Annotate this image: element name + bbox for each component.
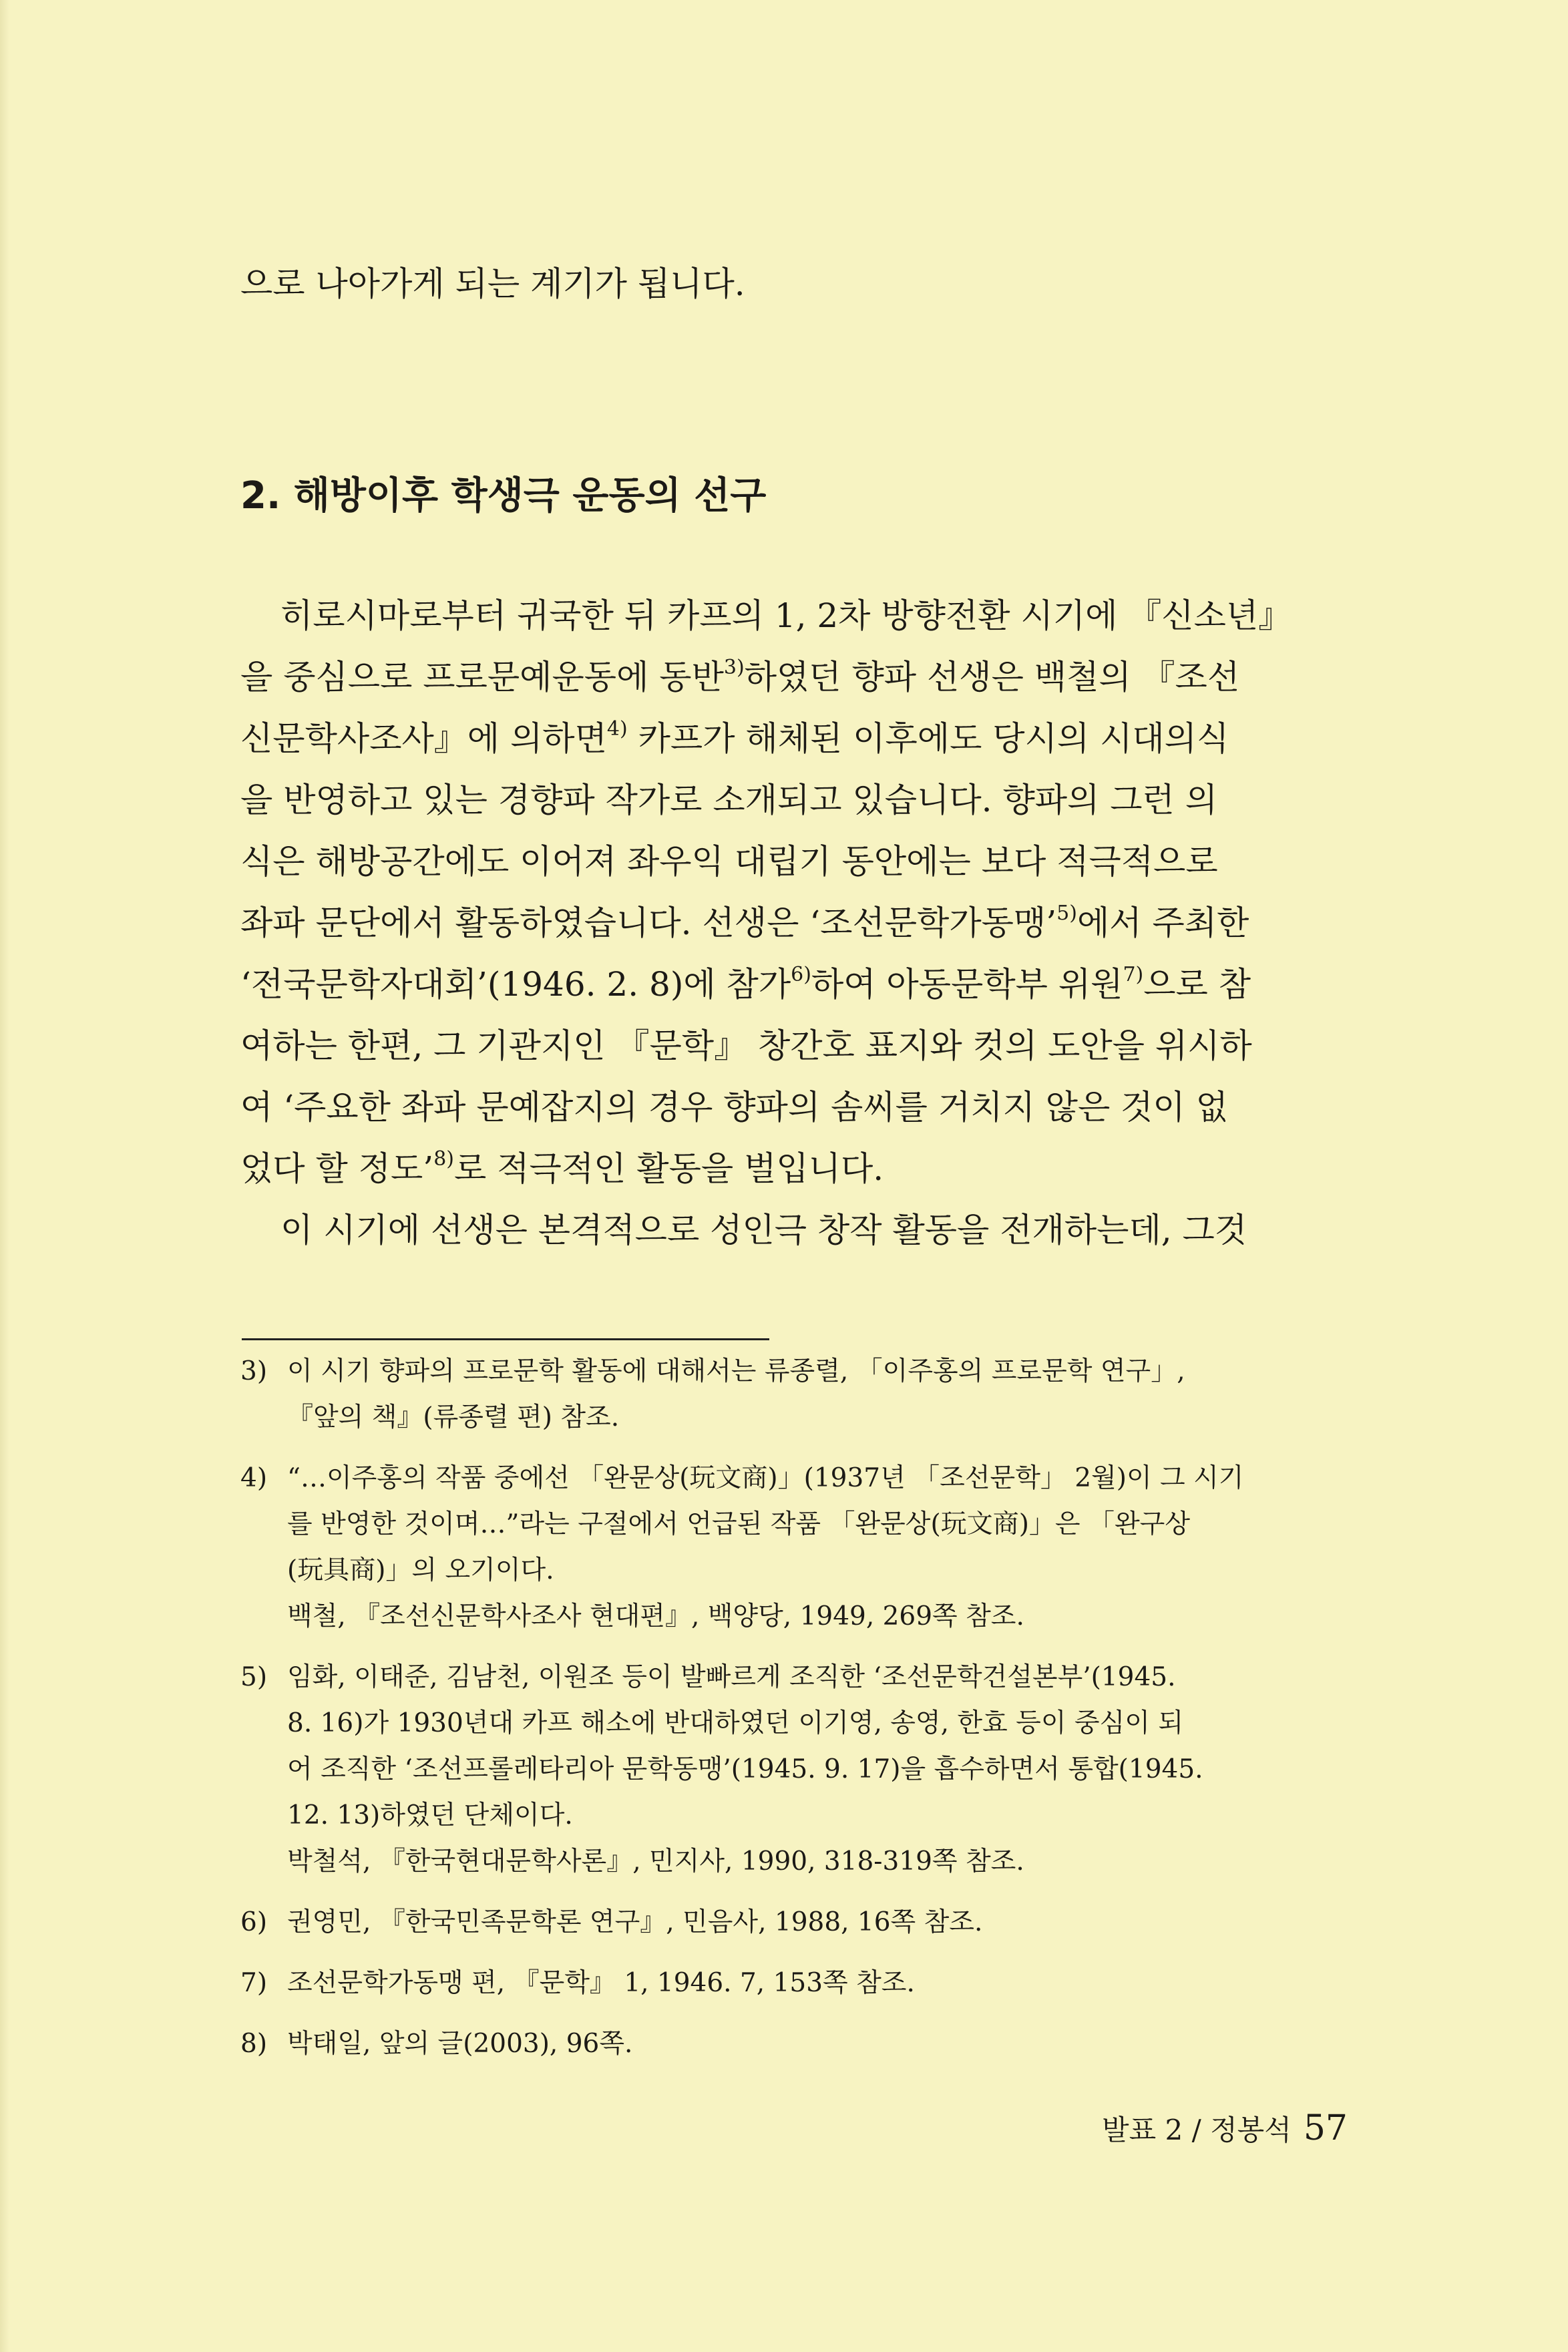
footnote-line: 어 조직한 ‘조선프롤레타리아 문학동맹’(1945. 9. 17)을 흡수하면서 통합(1945. [287,1754,1203,1784]
paragraph-line: 좌파 문단에서 활동하였습니다. 선생은 ‘조선문학가동맹’$^{5)}$에서 주최한 [240,902,1249,942]
paragraph-line: 이 시기에 선생은 본격적으로 성인극 창작 활동을 전개하는데, 그것 [280,1211,1247,1249]
footnote [240,1356,1356,1448]
paragraph-line: 을 반영하고 있는 경향파 작가로 소개되고 있습니다. 향파의 그런 의 [240,781,1218,819]
footnote-number: 8) [240,2029,268,2059]
footnote-line: 『앞의 책』(류종렬 편) 참조. [287,1402,620,1432]
footnote-line: (玩具商)」의 오기이다. [287,1555,554,1585]
footnote-line: 백철, 『조선신문학사조사 현대편』, 백양당, 1949, 269쪽 참조. [287,1601,1024,1631]
paragraph-line: 여 ‘주요한 좌파 문예잡지의 경우 향파의 솜씨를 거치지 않은 것이 없 [240,1088,1228,1127]
footnote-line: 이 시기 향파의 프로문학 활동에 대해서는 류종렬, 「이주홍의 프로문학 연구」, [287,1356,1185,1386]
footnote [240,1462,1356,1647]
footnote-line: 조선문학가동맹 편, 『문학』 1, 1946. 7, 153쪽 참조. [287,1968,915,1998]
footnote-number: 3) [240,1356,268,1386]
footnote-ref[interactable]: 3) [723,656,745,680]
footnote-number: 4) [240,1463,268,1493]
footnotes [240,1356,1356,2089]
footnote-divider [242,1338,769,1340]
footnote [240,2028,1356,2074]
footnote-line: 12. 13)하였던 단체이다. [287,1800,573,1830]
paragraph-1 [240,596,1349,1210]
paragraph-line: 식은 해방공간에도 이어져 좌우익 대립기 동안에는 보다 적극적으로 [240,842,1218,881]
footnote-line: 임화, 이태준, 김남천, 이원조 등이 발빠르게 조직한 ‘조선문학건설본부’(1945. [287,1662,1176,1692]
page-edge [0,0,9,2352]
footnote-ref[interactable]: 8) [433,1147,454,1171]
footnote-ref[interactable]: 6) [791,963,811,987]
paragraph-2 [240,1210,1349,1271]
footnote-number: 5) [240,1662,268,1692]
page-number: 57 [1303,2108,1348,2148]
paragraph-line: 을 중심으로 프로문예운동에 동반$^{3)}$하였던 향파 선생은 백철의 『조선 [240,656,1240,697]
footnote [240,1661,1356,1892]
footnote [240,1907,1356,1953]
intro-line: 으로 나아가게 되는 계기가 됩니다. [240,264,745,303]
paragraph-line: 신문학사조사』에 의하면$^{4)}$ 카프가 해체된 이후에도 당시의 시대의식 [240,717,1229,758]
footnote-ref[interactable]: 5) [1056,902,1077,926]
footnote-line: 박태일, 앞의 글(2003), 96쪽. [287,2029,633,2059]
section-heading: 2. 해방이후 학생극 운동의 선구 [240,474,767,518]
paragraph-line: ‘전국문학자대회’(1946. 2. 8)에 참가$^{6)}$하여 아동문학부 위원$^{7)}$으로 참 [240,963,1251,1004]
footnote-ref[interactable]: 4) [606,717,628,741]
running-footer-label: 발표 2 / 정봉석 [1102,2114,1292,2146]
paragraph-line: 었다 할 정도’$^{8)}$로 적극적인 활동을 벌입니다. [240,1147,884,1188]
page-footer [1102,2108,1348,2148]
footnote-number: 6) [240,1907,268,1937]
footnote [240,1967,1356,2013]
paragraph-line: 여하는 한편, 그 기관지인 『문학』 창간호 표지와 컷의 도안을 위시하 [240,1026,1252,1065]
footnote-line: 8. 16)가 1930년대 카프 해소에 반대하였던 이기영, 송영, 한효 등이 중심이 되 [287,1708,1183,1738]
footnote-line: 박철석, 『한국현대문학사론』, 민지사, 1990, 318-319쪽 참조. [287,1846,1024,1877]
footnote-ref[interactable]: 7) [1123,963,1144,987]
footnote-line: “…이주홍의 작품 중에선 「완문상(玩文商)」(1937년 「조선문학」 2월)이 그 시기 [287,1463,1244,1493]
footnote-line: 를 반영한 것이며…”라는 구절에서 언급된 작품 「완문상(玩文商)」은 「완구상 [287,1509,1190,1539]
paragraph-line: 히로시마로부터 귀국한 뒤 카프의 1, 2차 방향전환 시기에 『신소년』 [280,596,1292,635]
footnote-line: 권영민, 『한국민족문학론 연구』, 민음사, 1988, 16쪽 참조. [287,1907,983,1937]
footnote-number: 7) [240,1968,268,1998]
